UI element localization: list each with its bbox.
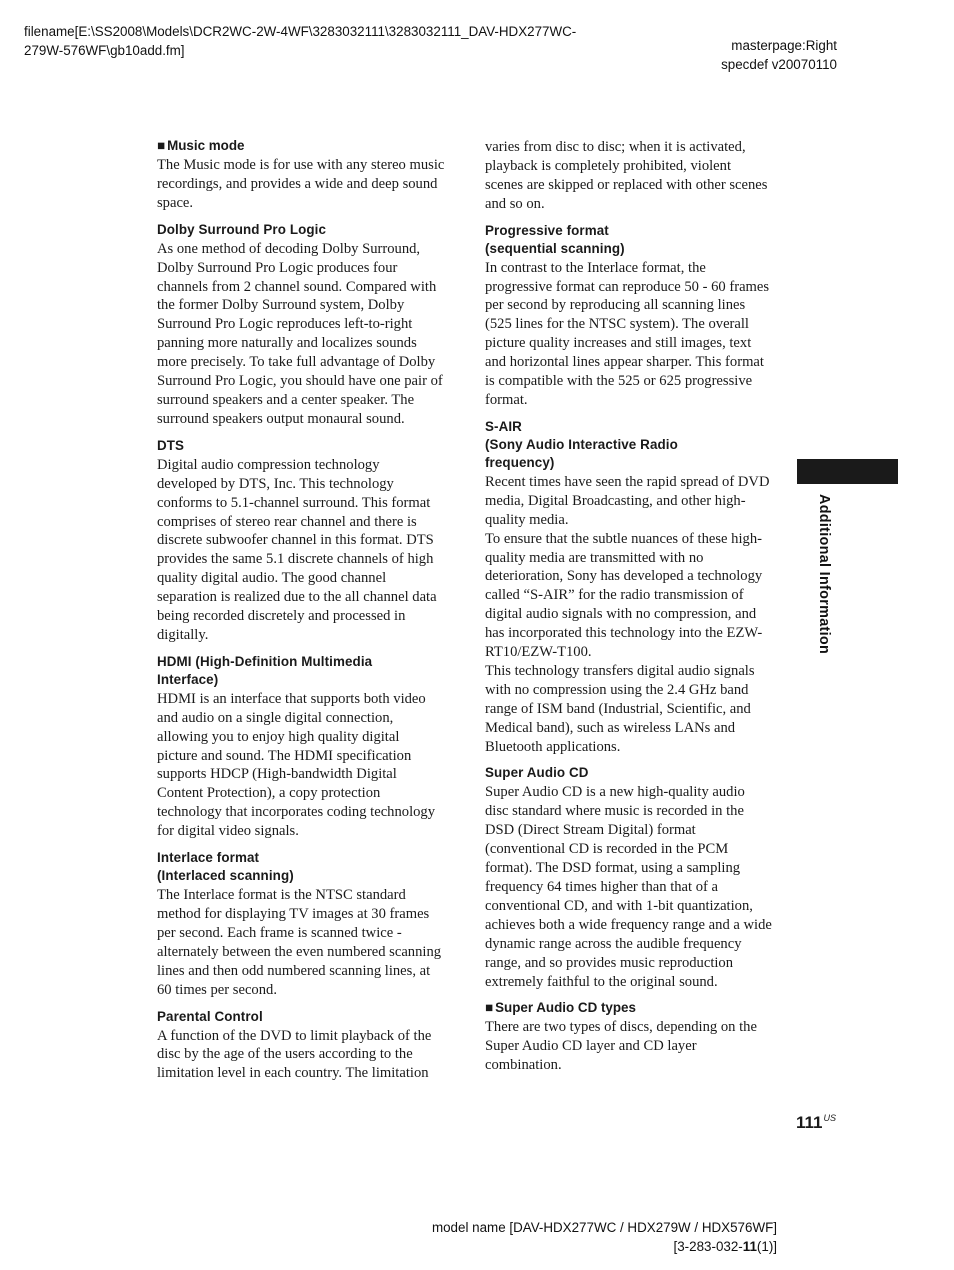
page-number: $111^{US}$ — [796, 1113, 837, 1132]
term-s-air: S-AIR (Sony Audio Interactive Radio frequency) — [485, 418, 678, 470]
interlace-body: The Interlace format is the NTSC standard method for displaying TV images at 30 frames per second. Each frame is scanned twice - alternately between the even numbered scanning lines and then odd numbered scanning lines, at 60 times per second. — [157, 887, 442, 998]
section-tab-bar — [797, 459, 898, 484]
footer-part-code: [3-283-032-11(1)] — [673, 1239, 777, 1254]
footer — [432, 1218, 777, 1256]
filename-line-1: filename[E:\SS2008\Models\DCR2WC-2W-4WF\3283032111\3283032111_DAV-HDX277WC- — [24, 24, 577, 39]
super-audio-cd-types-body: There are two types of discs, depending on the Super Audio CD layer and CD layer combination. — [485, 1019, 757, 1074]
parental-body: A function of the DVD to limit playback of the disc by the age of the users according to the limitation level in each country. The limitation — [157, 1027, 432, 1082]
term-dts: DTS — [157, 437, 185, 453]
s-air-body-3: This technology transfers digital audio signals with no compression using the 2.4 GHz band range of ISM band (Industrial, Scientific, and Medical band), such as wireless LANs and Bluetooth applications. — [485, 662, 755, 755]
filename-line-2: 279W-576WF\gb10add.fm] — [24, 43, 185, 58]
masterpage-header — [721, 36, 837, 74]
filename-header — [24, 22, 644, 60]
square-bullet-icon: ■ — [157, 138, 166, 153]
section-heading-super-audio-cd-types: ■ Super Audio CD types — [485, 1000, 636, 1016]
dts-body: Digital audio compression technology developed by DTS, Inc. This technology conforms to 5.1-channel surround. This format comprises of stereo rear channel and there is discrete subwoofer channel in this format. DTS provides the same 5.1 discrete channels of high quality digital audio. The good channel separation is realized due to the all channel data being recorded discretely and processed in digitally. — [157, 456, 437, 643]
term-progressive-format: Progressive format (sequential scanning) — [485, 222, 625, 256]
s-air-body-1: Recent times have seen the rapid spread of DVD media, Digital Broadcasting, and other high- quality media. — [485, 473, 770, 528]
square-bullet-icon: ■ — [485, 1000, 494, 1016]
term-interlace-format: Interlace format (Interlaced scanning) — [157, 850, 294, 884]
term-hdmi: HDMI (High-Definition Multimedia Interface) — [157, 653, 373, 687]
term-dolby-pro-logic: Dolby Surround Pro Logic — [157, 221, 327, 237]
footer-model-name: model name [DAV-HDX277WC / HDX279W / HDX576WF] — [431, 1220, 777, 1235]
progressive-body: In contrast to the Interlace format, the progressive format can reproduce 50 - 60 frames per second by reproducing all scanning lines (525 lines for the NTSC system). The overall picture quality increases and still images, text and horizontal lines appear sharper. This format is compatible with the 525 or 625 progressive format. — [485, 259, 770, 408]
right-column — [485, 138, 777, 1075]
dolby-body: As one method of decoding Dolby Surround, Dolby Surround Pro Logic produces four channels from 2 channel sound. Compared with the former Dolby Surround system, Dolby Surround Pro Logic reproduces left-to-right panning more naturally and localizes sounds more precisely. To take full advantage of Dolby Surround Pro Logic, you should have one pair of surround speakers and a center speaker. The surround speakers output monaural sound. — [157, 240, 443, 427]
term-super-audio-cd: Super Audio CD — [485, 765, 589, 781]
side-tab-label: Additional Information — [816, 494, 832, 655]
super-audio-cd-body: Super Audio CD is a new high-quality audio disc standard where music is recorded in the DSD (Direct Stream Digital) format (conventional CD is recorded in the PCM format). The DSD format, using a sampling frequency 64 times higher than that of a conventional CD, and with 1-bit quantization, achieves both a wide frequency range and a wide dynamic range across the audible frequency range, and so provides music reproduction extremely faithful to the original sound. — [485, 784, 772, 990]
specdef-label: specdef v20070110 — [721, 57, 837, 72]
section-heading-music-mode: ■ Music mode — [157, 138, 245, 153]
term-parental-control: Parental Control — [157, 1008, 263, 1024]
page-region-suffix: US — [823, 1113, 837, 1123]
music-mode-body: The Music mode is for use with any stereo music recordings, and provides a wide and deep sound space. — [157, 157, 445, 211]
masterpage-label: masterpage:Right — [731, 38, 837, 53]
left-column — [157, 137, 449, 1083]
hdmi-body: HDMI is an interface that supports both video and audio on a single digital connection, allowing you to enjoy high quality digital picture and sound. The HDMI specification supports HDCP (High-bandwidth Digital Content Protection), a copy protection technology that incorporates coding technology for digital video signals. — [157, 690, 436, 840]
s-air-body-2: To ensure that the subtle nuances of these high- quality media are transmitted with no deterioration, Sony has developed a technology called “S-AIR” for the radio transmission of digital audio signals with no compression, and has incorporated this technology into the EZW- RT10/EZW-T100. — [485, 530, 763, 661]
parental-body-continued: varies from disc to disc; when it is activated, playback is completely prohibited, violent scenes are skipped or replaced with other scenes and so on. — [485, 139, 768, 212]
